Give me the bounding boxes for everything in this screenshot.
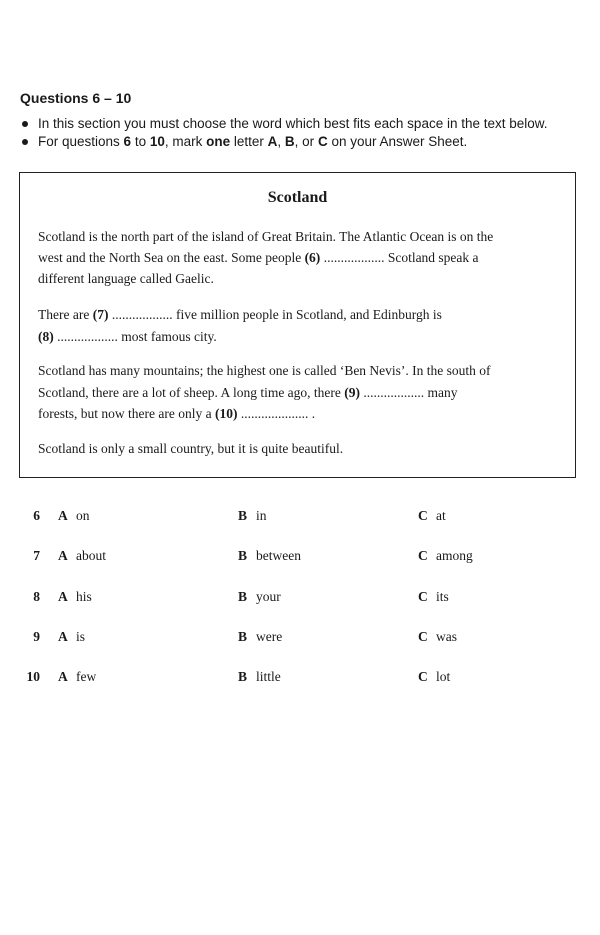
option-text: were (256, 629, 283, 644)
option-letter: B (238, 508, 248, 523)
passage-line: Scotland has many mountains; the highest one is called ‘Ben Nevis’. In the south of (38, 363, 491, 378)
option-letter: B (238, 589, 248, 604)
gap-6-label: (6) (304, 250, 321, 265)
option-c[interactable] (418, 668, 450, 686)
option-letter: B (238, 629, 248, 644)
instruction-text: letter (230, 134, 268, 149)
option-b[interactable] (238, 547, 301, 565)
option-text: its (436, 589, 449, 604)
question-row (0, 588, 600, 606)
option-letter: B (238, 669, 248, 684)
passage-line (38, 405, 315, 423)
option-text: your (256, 589, 281, 604)
option-text: few (76, 669, 97, 684)
instruction-bold: A (267, 134, 278, 149)
passage-text: .................... . (237, 406, 316, 421)
passage-line (38, 249, 479, 267)
instruction-item (20, 133, 590, 151)
passage-text: Scotland, there are a lot of sheep. A long time ago, there (38, 385, 345, 400)
instruction-text: , mark (164, 134, 207, 149)
option-c[interactable] (418, 628, 457, 646)
passage-text: forests, but now there are only a (38, 406, 215, 421)
passage-line: Scotland is only a small country, but it is quite beautiful. (38, 441, 344, 456)
option-b[interactable] (238, 668, 281, 686)
instructions-list (20, 115, 590, 151)
option-letter: A (58, 589, 68, 604)
gap-8-label: (8) (38, 329, 54, 344)
instruction-text: , or (294, 134, 318, 149)
question-number: 6 (33, 508, 40, 523)
passage-text: .................. many (360, 385, 458, 400)
option-c[interactable] (418, 588, 449, 606)
option-c[interactable] (418, 547, 473, 565)
option-letter: C (418, 669, 428, 684)
passage-text: west and the North Sea on the east. Some people (38, 250, 305, 265)
passage-title: Scotland (267, 189, 328, 206)
option-letter: C (418, 629, 428, 644)
option-c[interactable] (418, 507, 446, 525)
option-text: between (256, 548, 301, 563)
option-a[interactable] (58, 507, 90, 525)
passage-line (38, 328, 217, 346)
option-text: in (256, 508, 267, 523)
instruction-bold: B (284, 134, 295, 149)
passage-text: .................. most famous city. (53, 329, 217, 344)
question-row (0, 668, 600, 686)
option-a[interactable] (58, 547, 106, 565)
passage-line (38, 384, 458, 402)
question-number: 7 (33, 548, 40, 563)
option-text: his (76, 589, 92, 604)
instruction-text: on your Answer Sheet. (327, 134, 468, 149)
option-letter: C (418, 589, 428, 604)
option-letter: A (58, 629, 68, 644)
passage-text: There are (38, 307, 93, 322)
question-row (0, 547, 600, 565)
question-number: 10 (26, 669, 40, 684)
gap-7-label: (7) (92, 307, 109, 322)
passage-box (19, 172, 576, 478)
question-row (0, 507, 600, 525)
instruction-item (20, 115, 590, 133)
option-letter: A (58, 669, 68, 684)
instruction-text: For questions (38, 134, 124, 149)
instruction-text: , (277, 134, 285, 149)
option-letter: A (58, 508, 68, 523)
option-letter: C (418, 508, 428, 523)
option-letter: B (238, 548, 248, 563)
option-text: at (436, 508, 446, 523)
passage-text: .................. Scotland speak a (320, 250, 479, 265)
question-number: 8 (33, 589, 40, 604)
question-row (0, 628, 600, 646)
option-b[interactable] (238, 588, 281, 606)
option-letter: A (58, 548, 68, 563)
instruction-bold: 6 (123, 134, 132, 149)
instruction-text: In this section you must choose the word which best fits each space in the text below. (38, 116, 548, 131)
option-text: is (76, 629, 86, 644)
instruction-bold: 10 (149, 134, 165, 149)
passage-line: different language called Gaelic. (38, 271, 214, 286)
option-b[interactable] (238, 507, 267, 525)
instruction-bold: one (206, 134, 231, 149)
instruction-bold: C (317, 134, 328, 149)
section-heading: Questions 6 – 10 (20, 90, 132, 106)
gap-9-label: (9) (344, 385, 361, 400)
option-a[interactable] (58, 628, 85, 646)
option-b[interactable] (238, 628, 282, 646)
option-letter: C (418, 548, 428, 563)
option-text: among (436, 548, 473, 563)
question-number: 9 (33, 629, 40, 644)
passage-text: .................. five million people in Scotland, and Edinburgh is (108, 307, 442, 322)
option-text: little (256, 669, 281, 684)
gap-10-label: (10) (214, 406, 238, 421)
instruction-text: to (131, 134, 150, 149)
option-a[interactable] (58, 668, 96, 686)
option-text: lot (436, 669, 451, 684)
option-a[interactable] (58, 588, 92, 606)
option-text: was (436, 629, 457, 644)
passage-line: Scotland is the north part of the island of Great Britain. The Atlantic Ocean is on the (38, 229, 494, 244)
option-text: on (76, 508, 90, 523)
passage-line (38, 306, 442, 324)
option-text: about (76, 548, 106, 563)
